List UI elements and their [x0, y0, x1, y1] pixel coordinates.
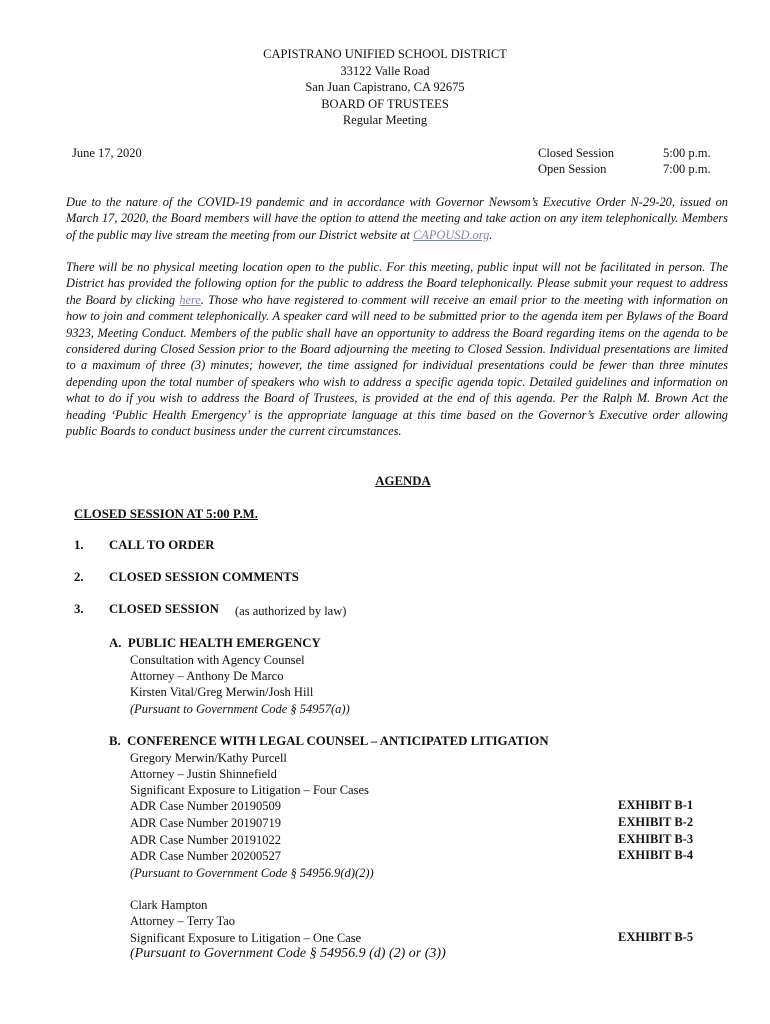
- case-number: ADR Case Number 20191022: [130, 833, 282, 847]
- meeting-type: Regular Meeting: [342, 113, 428, 127]
- exhibit-label: EXHIBIT B-1: [618, 798, 694, 812]
- section-a-line: Consultation with Agency Counsel: [130, 653, 305, 667]
- case-description: Significant Exposure to Litigation – One Case: [130, 931, 362, 945]
- section-a-line: Attorney – Anthony De Marco: [130, 669, 284, 683]
- item-1-number: 1.: [74, 538, 84, 552]
- item-3-note: (as authorized by law): [235, 604, 347, 618]
- item-2-number: 2.: [74, 570, 84, 584]
- public-input-text-a: There will be no physical meeting location open to the public. For this meeting, public input will not be facilitated in person. The District has provided the following option for the public to address the Board telephonically. Please submit your request to address the Board by clicking: [66, 260, 728, 307]
- district-name: CAPISTRANO UNIFIED SCHOOL DISTRICT: [263, 47, 507, 61]
- covid-notice-text: Due to the nature of the COVID-19 pandemic and in accordance with Governor Newsom’s Executive Order N-29-20, issued on March 17, 2020, the Board members will have the option to attend the meeting and take action on any item telephonically. Members of the public may live stream the meeting from our District website at: [66, 195, 728, 242]
- meeting-date: June 17, 2020: [72, 146, 142, 160]
- section-a-code: (Pursuant to Government Code § 54957(a)): [130, 702, 350, 716]
- section-a-letter: A.: [109, 636, 122, 650]
- address-line-1: 33122 Valle Road: [340, 63, 430, 78]
- case-number: ADR Case Number 20200527: [130, 849, 282, 863]
- closed-session-label: Closed Session: [538, 146, 615, 160]
- open-session-time: 7:00 p.m.: [663, 162, 711, 176]
- exhibit-label: EXHIBIT B-3: [618, 832, 694, 846]
- section-b-line: Attorney – Justin Shinnefield: [130, 767, 277, 781]
- board-name: BOARD OF TRUSTEES: [321, 96, 449, 111]
- section-b-code-2: (Pursuant to Government Code § 54956.9 (d) (2) or (3)): [130, 946, 446, 961]
- exhibit-label: EXHIBIT B-5: [618, 930, 694, 944]
- section-a-line: Kirsten Vital/Greg Merwin/Josh Hill: [130, 685, 314, 699]
- covid-notice-end: .: [489, 227, 493, 242]
- address-line-2: San Juan Capistrano, CA 92675: [305, 80, 465, 94]
- section-b-line: Gregory Merwin/Kathy Purcell: [130, 751, 287, 765]
- document-header: [0, 46, 770, 129]
- section-b-line: Attorney – Terry Tao: [130, 914, 236, 928]
- section-b-code: (Pursuant to Government Code § 54956.9(d)(2)): [130, 866, 374, 880]
- closed-session-time: 5:00 p.m.: [663, 146, 711, 160]
- covid-notice-paragraph: [66, 194, 728, 243]
- item-1-title: CALL TO ORDER: [109, 538, 215, 552]
- here-link[interactable]: here: [179, 292, 201, 307]
- section-b-letter: B.: [109, 734, 121, 748]
- item-3-number: 3.: [74, 602, 84, 616]
- section-a-title: PUBLIC HEALTH EMERGENCY: [127, 636, 321, 650]
- case-number: ADR Case Number 20190719: [130, 816, 282, 830]
- case-number: ADR Case Number 20190509: [130, 799, 282, 813]
- section-b-title: CONFERENCE WITH LEGAL COUNSEL – ANTICIPATED LITIGATION: [127, 734, 549, 748]
- section-b-heading: [109, 734, 549, 749]
- open-session-label: Open Session: [538, 162, 607, 176]
- capousd-link[interactable]: CAPOUSD.org: [413, 227, 490, 242]
- public-input-paragraph: [66, 259, 728, 439]
- exhibit-label: EXHIBIT B-2: [618, 815, 694, 829]
- agenda-title: AGENDA: [375, 474, 431, 488]
- item-3-title: CLOSED SESSION: [109, 602, 219, 616]
- public-input-text-b: . Those who have registered to comment will receive an email prior to the meeting with information on how to join and comment telephonically. A speaker card will need to be submitted prior to the agenda item per Bylaws of the Board 9323, Meeting Conduct. Members of the public shall have an opportunity to address the Board regarding items on the agenda to be considered during Closed Session prior to the Board adjourning the meeting to Closed Session. Individual presentations are limited to a maximum of three (3) minutes; however, the time assigned for individual presentations could be fewer than three minutes depending upon the total number of speakers who wish to address a specific agenda topic. Detailed guidelines and information on what to do if you wish to address the Board of Trustees, is provided at the end of this agenda. Per the Ralph M. Brown Act the heading ‘Public Health Emergency’ is the appropriate language at this time based on the Governor’s Executive order allowing public Boards to conduct business under the current circumstances.: [66, 292, 728, 439]
- section-b-line: Clark Hampton: [130, 898, 208, 912]
- section-b-line: Significant Exposure to Litigation – Four Cases: [130, 783, 369, 797]
- section-a-heading: [109, 636, 321, 651]
- closed-session-heading: CLOSED SESSION AT 5:00 P.M.: [74, 507, 258, 521]
- item-2-title: CLOSED SESSION COMMENTS: [109, 570, 299, 584]
- exhibit-label: EXHIBIT B-4: [618, 848, 694, 862]
